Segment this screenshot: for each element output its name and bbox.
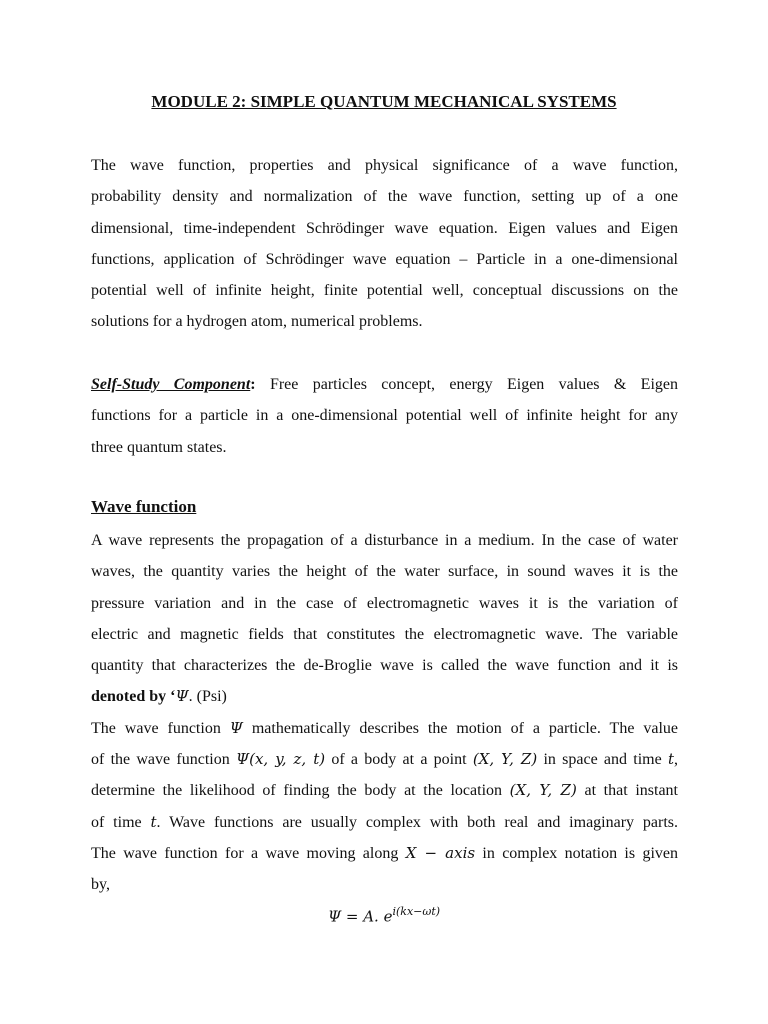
syllabus-line: probability density and normalization of the wave function, setting up of a one [91, 188, 678, 206]
wave-line: of time t. Wave functions are usually complex with both real and imaginary parts. [91, 812, 679, 831]
wave-function-paragraph [91, 525, 678, 901]
time-symbol: t [667, 750, 675, 769]
syllabus-line: potential well of infinite height, finite potential well, conceptual discussions on the [91, 282, 678, 300]
wave-function-heading: Wave function [91, 497, 197, 516]
psi-symbol: Ψ [229, 718, 243, 737]
self-study-line: three quantum states. [91, 438, 227, 456]
wave-line: waves, the quantity varies the height of the water surface, in sound waves it is the [91, 563, 678, 581]
self-study-line [91, 369, 678, 400]
module-title: MODULE 2: SIMPLE QUANTUM MECHANICAL SYSTEMS [151, 92, 617, 111]
wave-line: electric and magnetic fields that constitutes the electromagnetic wave. The variable [91, 625, 678, 643]
syllabus-line: dimensional, time-independent Schrödinger wave equation. Eigen values and Eigen [91, 219, 678, 237]
time-symbol: t [150, 812, 157, 831]
xyz-point: (X, Y, Z) [472, 750, 538, 769]
self-study-line: functions for a particle in a one-dimensional potential well of infinite height for any [91, 407, 678, 425]
wave-line: The wave function Ψ mathematically describes the motion of a particle. The value [91, 718, 679, 737]
x-axis-symbol: X − axis [405, 843, 476, 862]
syllabus-line: The wave function, properties and physical significance of a wave function, [91, 157, 678, 174]
wave-equation [0, 905, 768, 925]
psi-xyzt: Ψ(x, y, z, t) [235, 750, 326, 769]
wave-line: by, [91, 876, 110, 894]
self-study-colon: : [250, 376, 256, 393]
psi-symbol: Ψ [175, 687, 189, 706]
self-study-paragraph [91, 369, 678, 463]
wave-line: quantity that characterizes the de-Broglie wave is called the wave function and it is [91, 657, 678, 675]
equation-lhs: Ψ = A. e [327, 907, 393, 926]
wave-line: determine the likelihood of finding the body at the location (X, Y, Z) at that instant [91, 781, 678, 800]
self-study-label: Self-Study Component [91, 376, 251, 393]
syllabus-line: solutions for a hydrogen atom, numerical problems. [91, 313, 423, 331]
equation-exponent: i(kx−ωt) [392, 905, 441, 918]
denoted-by-text: denoted by [91, 688, 167, 706]
xyz-point: (X, Y, Z) [509, 781, 577, 800]
wave-line: The wave function for a wave moving along X − axis in complex notation is given [91, 843, 678, 862]
wave-line: denoted by ‘Ψ. (Psi) [91, 687, 227, 706]
syllabus-paragraph [91, 150, 678, 338]
wave-line: A wave represents the propagation of a disturbance in a medium. In the case of water [91, 532, 678, 549]
syllabus-line: functions, application of Schrödinger wave equation – Particle in a one-dimensional [91, 250, 678, 268]
self-study-text: Free particles concept, energy Eigen values & Eigen [255, 376, 679, 393]
wave-line: of the wave function Ψ(x, y, z, t) of a body at a point (X, Y, Z) in space and time t, [91, 750, 679, 769]
wave-line: pressure variation and in the case of electromagnetic waves it is the variation of [91, 594, 678, 612]
